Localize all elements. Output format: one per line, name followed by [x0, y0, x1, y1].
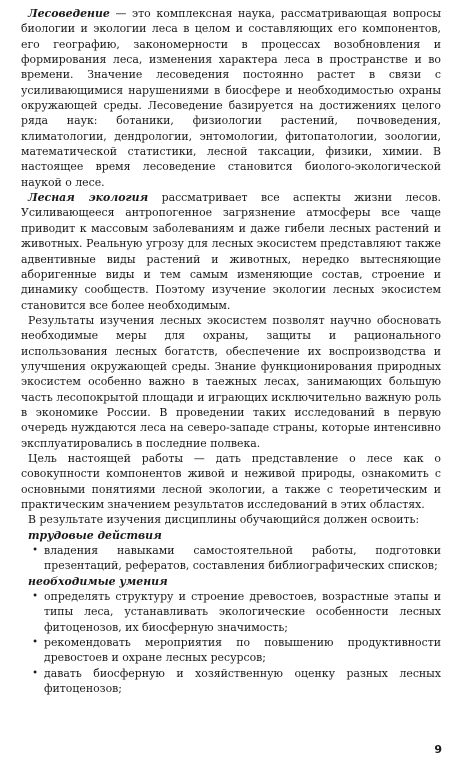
paragraph-results — [21, 313, 441, 451]
list-item-text: рекомендовать мероприятия по повышению продуктивности древостоев и охране лесных ресурсов; — [44, 636, 441, 665]
list-item — [21, 635, 441, 666]
paragraph-outcomes-intro — [21, 512, 441, 527]
bullet-icon: • — [32, 667, 38, 679]
paragraph-lesovedenie — [21, 6, 441, 190]
page-number: 9 — [434, 743, 442, 756]
list-item — [21, 589, 441, 635]
list-item-text: определять структуру и строение древостоев, возрастные этапы и типы леса, устанавливать экологические особенности лесных фитоценозов, их биосферную значимость; — [44, 590, 441, 634]
paragraph-text: Результаты изучения лесных экосистем позволят научно обосновать необходимые меры для охраны, защиты и рационального использования лесных богатств, обеспечение их воспроизводства и улучшения окружающей среды. Знание функционирования природных экосистем особенно важно в таежных лесах, занимающих большую часть лесопокрытой площади и играющих исключительно важную роль в экономике России. В проведении таких исследований в первую очередь нуждаются леса на северо-западе страны, которые интенсивно эксплуатировались в последние полвека. — [21, 313, 441, 450]
list-item-text: давать биосферную и хозяйственную оценку разных лесных фитоценозов; — [44, 666, 441, 696]
list-item-text: владения навыками самостоятельной работы, подготовки презентаций, рефератов, составления библиографических списков; — [44, 544, 441, 573]
paragraph-text: — это комплексная наука, рассматривающая вопросы биологии и экологии леса в целом и составляющих его компонентов, его географию, закономерности в процессах возобновления и формирования леса, изменения характера леса в пространстве и во времени. Значение лесоведения постоянно растет в связи с усиливающимися нарушениями в биосфере и необходимостью охраны окружающей среды. Лесоведение базируется на достижениях целого ряда наук: ботаники, физиологии растений, почвоведения, климатологии, дендрологии, энтомологии, фитопатологии, зоологии, математической статистики, лесной таксации, физики, химии. В настоящее время лесоведение становится биолого-экологической наукой о лесе. — [21, 7, 441, 189]
section-heading-required-skills: необходимые умения — [28, 574, 168, 588]
paragraph-goal — [21, 451, 441, 512]
list-item — [21, 666, 441, 697]
bullet-icon: • — [32, 637, 38, 649]
term-lesovedenie: Лесоведение — [28, 7, 110, 20]
paragraph-lesnaya-ekologiya — [21, 190, 441, 313]
bullet-icon: • — [32, 591, 38, 603]
page-body — [21, 6, 441, 696]
paragraph-text: В результате изучения дисциплины обучающийся должен освоить: — [28, 513, 420, 527]
list-item — [21, 543, 441, 574]
section-heading-labor-actions: трудовые действия — [28, 528, 162, 542]
paragraph-text: Цель настоящей работы — дать представление о лесе как о совокупности компонентов живой и неживой природы, ознакомить с основными понятиями лесной экологии, а также с теоретическим и практическим значением результатов исследований в этих областях. — [21, 451, 441, 511]
paragraph-text: рассматривает все аспекты жизни лесов. Усиливающееся антропогенное загрязнение атмосферы все чаще приводит к массовым заболеваниям и даже гибели лесных растений и животных. Реальную угрозу для лесных экосистем представляют также адвентивные виды растений и животных, нередко вытесняющие аборигенные виды и тем самым изменяющие состав, строение и динамику сообществ. Поэтому изучение экологии лесных экосистем становится все более необходимым. — [21, 191, 441, 312]
bullet-icon: • — [32, 545, 38, 557]
term-lesnaya-ekologiya: Лесная экология — [28, 191, 149, 205]
